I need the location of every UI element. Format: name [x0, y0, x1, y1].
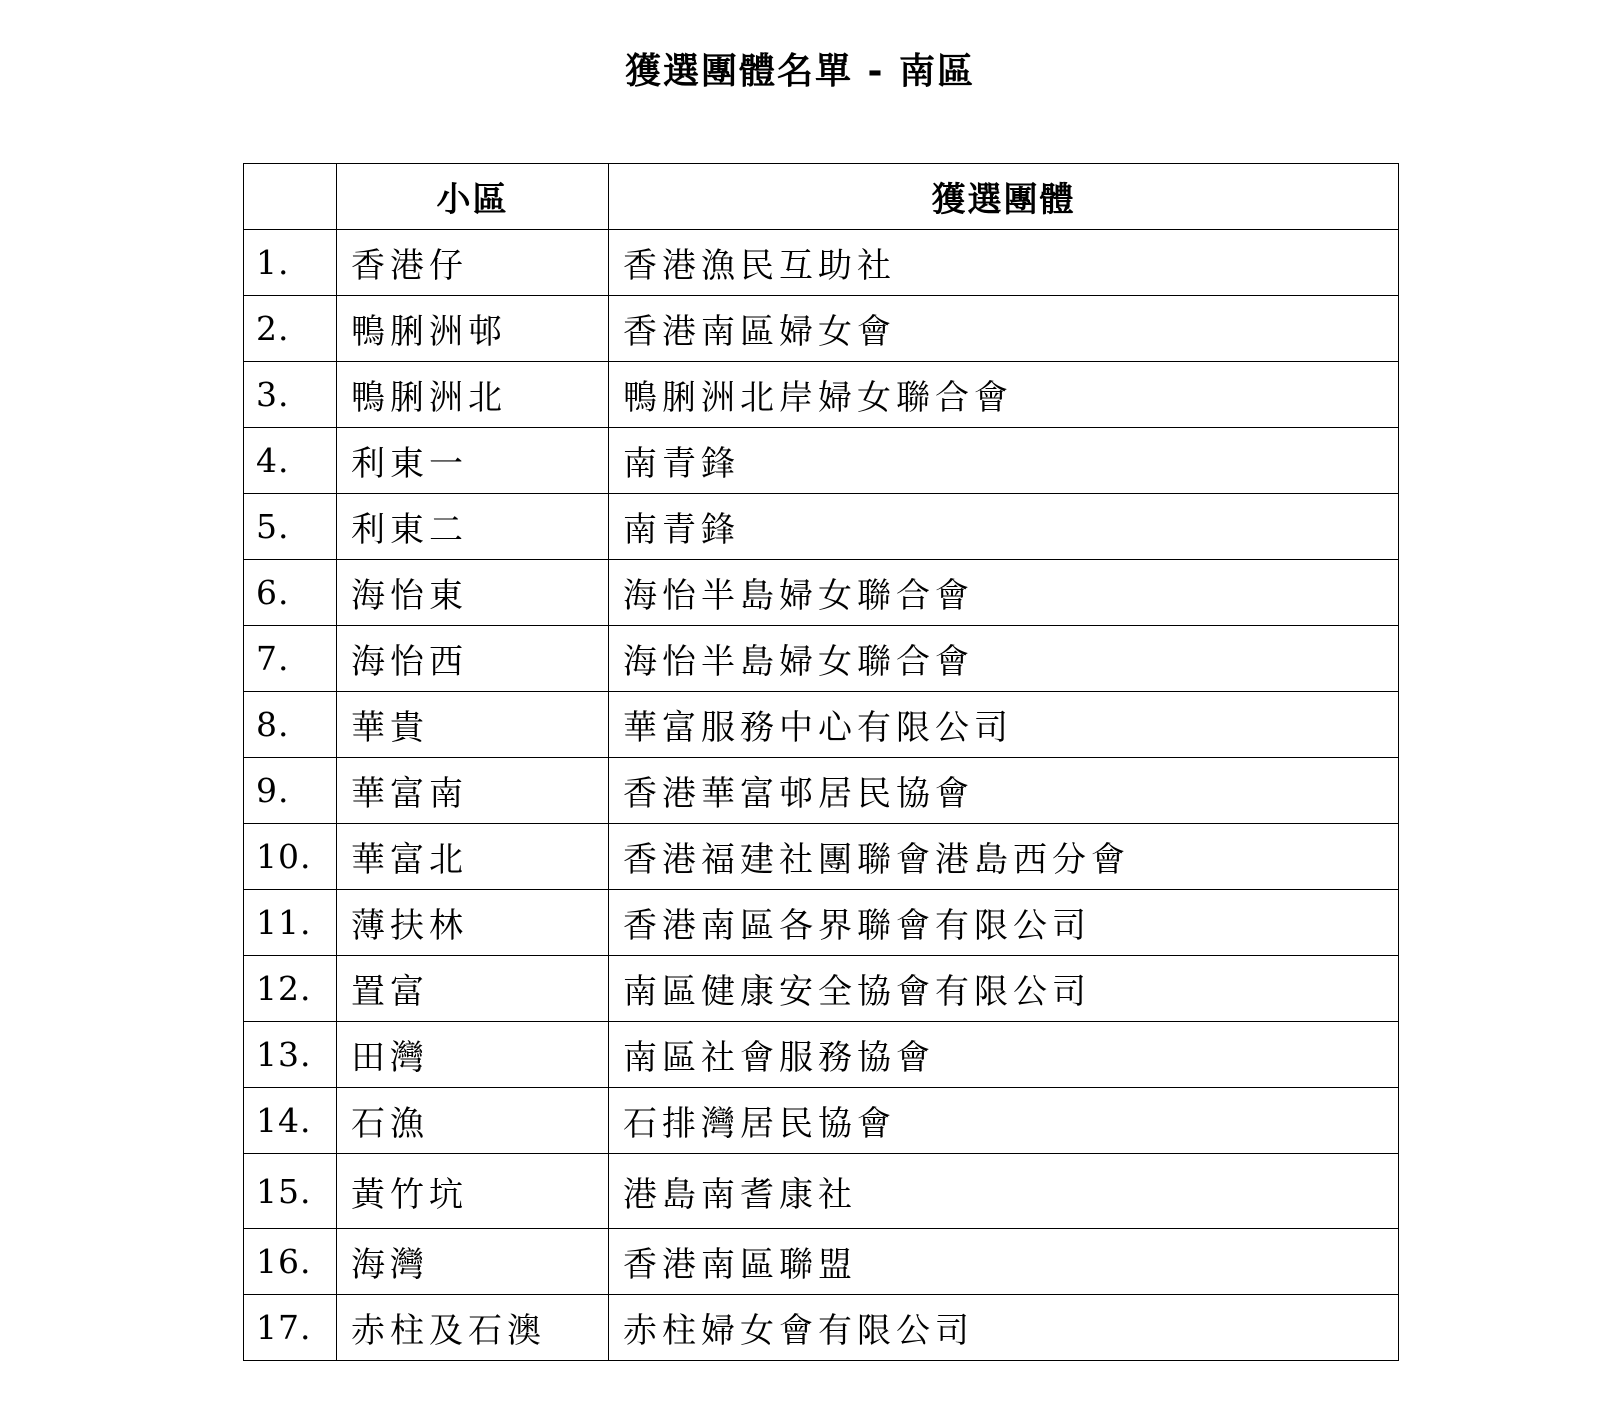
row-organization: 石排灣居民協會: [609, 1088, 1399, 1154]
row-number: 11.: [244, 890, 337, 956]
row-organization: 海怡半島婦女聯合會: [609, 560, 1399, 626]
page-title: 獲選團體名單 - 南區: [624, 51, 975, 92]
row-number: 1.: [244, 230, 337, 296]
table-row: [244, 230, 1399, 296]
row-area: 海怡西: [337, 626, 609, 692]
row-organization: 南區健康安全協會有限公司: [609, 956, 1399, 1022]
table-row: [244, 560, 1399, 626]
table-row: [244, 758, 1399, 824]
selected-organizations-table: [243, 163, 1399, 1361]
row-number: 16.: [244, 1229, 337, 1295]
row-area: 鴨脷洲邨: [337, 296, 609, 362]
row-number: 13.: [244, 1022, 337, 1088]
table-row: [244, 428, 1399, 494]
row-organization: 香港南區各界聯會有限公司: [609, 890, 1399, 956]
row-area: 香港仔: [337, 230, 609, 296]
row-number: 6.: [244, 560, 337, 626]
row-organization: 鴨脷洲北岸婦女聯合會: [609, 362, 1399, 428]
row-number: 3.: [244, 362, 337, 428]
table-row: [244, 1295, 1399, 1361]
row-organization: 港島南耆康社: [609, 1154, 1399, 1229]
row-organization: 香港華富邨居民協會: [609, 758, 1399, 824]
table-row: [244, 494, 1399, 560]
header-number: [244, 164, 337, 230]
row-area: 海怡東: [337, 560, 609, 626]
row-number: 4.: [244, 428, 337, 494]
table-row: [244, 362, 1399, 428]
row-organization: 香港福建社團聯會港島西分會: [609, 824, 1399, 890]
row-number: 9.: [244, 758, 337, 824]
row-number: 2.: [244, 296, 337, 362]
row-organization: 南青鋒: [609, 428, 1399, 494]
table-row: [244, 296, 1399, 362]
row-area: 置富: [337, 956, 609, 1022]
row-area: 赤柱及石澳: [337, 1295, 609, 1361]
table-row: [244, 626, 1399, 692]
row-organization: 香港南區婦女會: [609, 296, 1399, 362]
row-area: 海灣: [337, 1229, 609, 1295]
row-area: 華富北: [337, 824, 609, 890]
row-area: 利東一: [337, 428, 609, 494]
table-row: [244, 890, 1399, 956]
row-area: 黃竹坑: [337, 1154, 609, 1229]
table-row: [244, 1022, 1399, 1088]
row-number: 8.: [244, 692, 337, 758]
row-number: 10.: [244, 824, 337, 890]
row-number: 17.: [244, 1295, 337, 1361]
row-organization: 香港南區聯盟: [609, 1229, 1399, 1295]
table-row: [244, 1154, 1399, 1229]
row-number: 15.: [244, 1154, 337, 1229]
row-area: 鴨脷洲北: [337, 362, 609, 428]
row-organization: 赤柱婦女會有限公司: [609, 1295, 1399, 1361]
table-row: [244, 1229, 1399, 1295]
row-area: 華富南: [337, 758, 609, 824]
row-organization: 南青鋒: [609, 494, 1399, 560]
row-number: 7.: [244, 626, 337, 692]
row-area: 石漁: [337, 1088, 609, 1154]
row-organization: 海怡半島婦女聯合會: [609, 626, 1399, 692]
table-header-row: [244, 164, 1399, 230]
row-number: 12.: [244, 956, 337, 1022]
header-organization: 獲選團體: [609, 164, 1399, 230]
row-area: 田灣: [337, 1022, 609, 1088]
row-area: 薄扶林: [337, 890, 609, 956]
row-organization: 南區社會服務協會: [609, 1022, 1399, 1088]
row-organization: 香港漁民互助社: [609, 230, 1399, 296]
row-area: 利東二: [337, 494, 609, 560]
table-row: [244, 1088, 1399, 1154]
row-area: 華貴: [337, 692, 609, 758]
table-row: [244, 824, 1399, 890]
table-row: [244, 956, 1399, 1022]
row-organization: 華富服務中心有限公司: [609, 692, 1399, 758]
header-area: 小區: [337, 164, 609, 230]
row-number: 14.: [244, 1088, 337, 1154]
row-number: 5.: [244, 494, 337, 560]
table-row: [244, 692, 1399, 758]
